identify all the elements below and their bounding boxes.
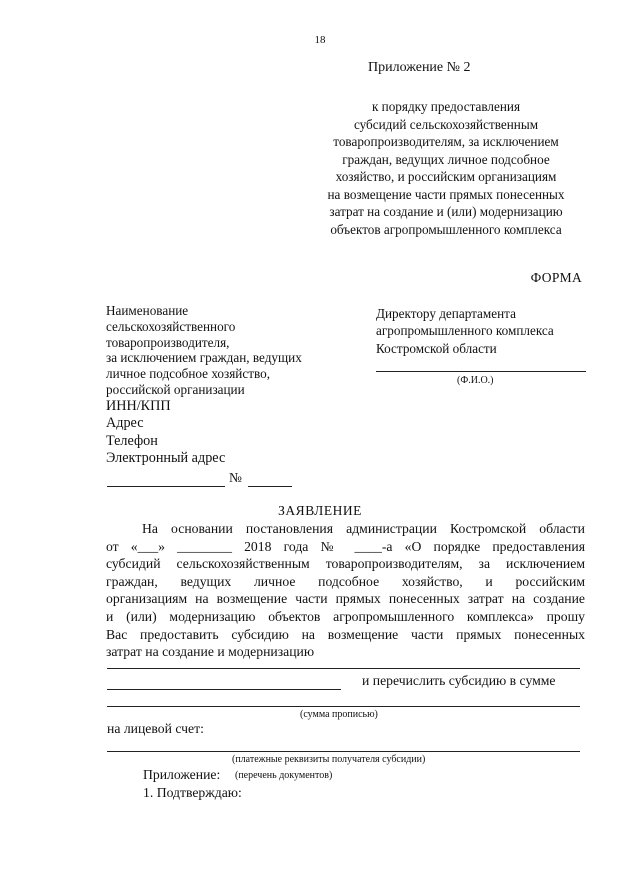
applicant-block	[106, 303, 302, 468]
fio-blank[interactable]	[376, 371, 586, 372]
statement-line: затрат на создание и модернизацию	[106, 644, 315, 660]
annex-line: хозяйство, и российским организациям	[335, 169, 557, 184]
requisites-blank[interactable]	[107, 751, 580, 752]
applicant-line: за исключением граждан, ведущих	[106, 350, 302, 366]
number-label: №	[229, 470, 242, 485]
applicant-line: личное подсобное хозяйство,	[106, 366, 270, 382]
annex-line: граждан, ведущих личное подсобное	[342, 151, 550, 167]
annex-line: объектов агропромышленного комплекса	[330, 221, 562, 237]
account-label: на лицевой счет:	[107, 721, 204, 736]
statement-paragraph	[106, 520, 585, 661]
annex-line: товаропроизводителям, за исключением	[333, 134, 559, 149]
confirm-item: 1. Подтверждаю:	[143, 785, 242, 800]
annex-description	[296, 98, 596, 238]
addressee-line: агропромышленного комплекса	[376, 323, 554, 339]
email-label: Электронный адрес	[106, 450, 226, 467]
attachment-caption: (перечень документов)	[235, 770, 333, 781]
statement-line: субсидий сельскохозяйственным товаропроизводителям, за исключением	[106, 556, 585, 572]
applicant-line: товаропроизводителя,	[106, 334, 230, 350]
attachment-label: Приложение:	[143, 767, 221, 782]
phone-label: Телефон	[106, 432, 158, 449]
applicant-line: Наименование	[106, 303, 189, 318]
inn-kpp-label: ИНН/КПП	[106, 397, 171, 414]
statement-line: от «___» ________ 2018 года № ____-а «О порядке предоставления	[106, 538, 585, 554]
purpose-blank-2[interactable]	[107, 689, 341, 690]
page-number: 18	[314, 34, 326, 46]
statement-line: На основании постановления администрации Костромской области	[142, 521, 585, 536]
outgoing-date-blank[interactable]	[107, 486, 225, 487]
annex-line: затрат на создание и (или) модернизацию	[329, 204, 563, 219]
statement-title: ЗАЯВЛЕНИЕ	[278, 503, 362, 518]
transfer-text: и перечислить субсидию в сумме	[362, 673, 556, 688]
amount-blank[interactable]	[107, 706, 580, 707]
applicant-line: российской организации	[106, 381, 245, 397]
statement-line: организациям на возмещение части прямых понесенных затрат на создание	[106, 591, 585, 607]
addressee-line: Директору департамента	[376, 306, 516, 321]
annex-title: Приложение № 2	[368, 60, 471, 75]
statement-line: граждан, ведущих личное подсобное хозяйство, и российским	[106, 573, 585, 589]
fio-caption: (Ф.И.О.)	[457, 375, 494, 386]
requisites-caption: (платежные реквизиты получателя субсидии)	[232, 754, 426, 765]
annex-line: к порядку предоставления	[371, 99, 521, 114]
addressee-block	[376, 305, 554, 357]
form-label: ФОРМА	[530, 270, 582, 285]
annex-line: на возмещение части прямых понесенных	[327, 186, 565, 202]
purpose-blank[interactable]	[107, 668, 580, 669]
annex-line: субсидий сельскохозяйственным	[353, 116, 539, 132]
applicant-line: сельскохозяйственного	[106, 318, 236, 334]
statement-line: и (или) модернизацию объектов агропромышленного комплекса» прошу	[106, 608, 585, 624]
address-label: Адрес	[106, 415, 144, 432]
outgoing-number-blank[interactable]	[248, 486, 292, 487]
addressee-line: Костромской области	[376, 340, 497, 356]
statement-line: Вас предоставить субсидию на возмещение части прямых понесенных	[106, 626, 585, 642]
amount-caption: (сумма прописью)	[300, 709, 378, 720]
